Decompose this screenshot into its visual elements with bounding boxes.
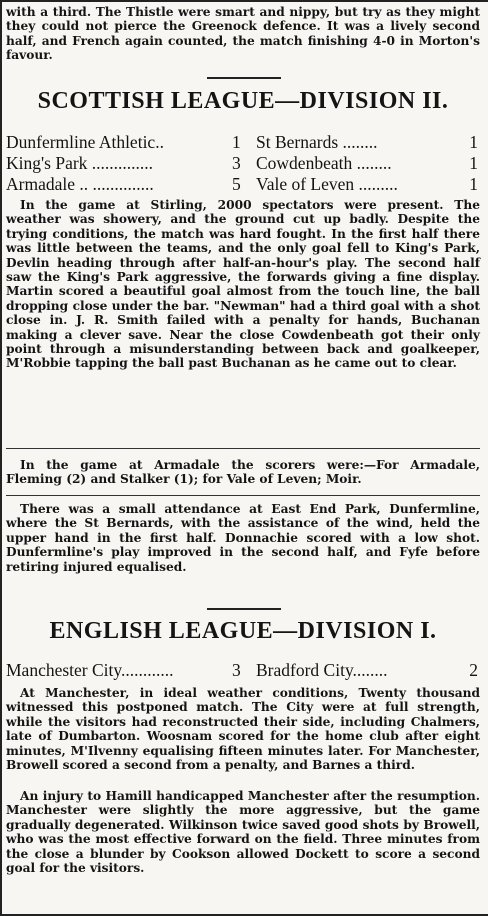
frame-top-border (0, 0, 488, 2)
away-team: Vale of Leven ......... (256, 174, 398, 194)
away-score: 2 (469, 660, 478, 680)
home-score: 3 (232, 660, 241, 680)
division1-heading: ENGLISH LEAGUE—DIVISION I. (49, 618, 437, 644)
section-divider (207, 608, 281, 610)
manchester-report-part2: An injury to Hamill handicapped Manchester after the resumption. Manchester were slightly the more aggressive, but the game gradually degenerated. Wilkinson twice saved good shots by Browell, who was the most effective forward on the field. Three minutes from the close a blunder by Cookson allowed Dockett to score a second goal for the visitors. (6, 789, 480, 876)
result-row (6, 131, 480, 153)
away-team: St Bernards ........ (256, 132, 378, 152)
opening-paragraph: with a third. The Thistle were smart and nippy, but try as they might they could not pierce the Greenock defence. It was a lively second half, and French again counted, the match finishing 4-0 in Morton's favour. (6, 5, 480, 63)
armadale-report: In the game at Armadale the scorers were:—For Armadale, Fleming (2) and Stalker (1); for Vale of Leven; Moir. (6, 458, 480, 487)
column-rule (6, 495, 480, 496)
away-score: 1 (469, 174, 478, 194)
away-team: Cowdenbeath ........ (256, 153, 392, 173)
column-rule (6, 448, 480, 449)
away-score: 1 (469, 132, 478, 152)
result-row (6, 659, 480, 681)
stirling-report: In the game at Stirling, 2000 spectators were present. The weather was showery, and the ground cut up badly. Despite the trying conditions, the match was hard fought. In the first half there was little between the teams, and the only goal fell to King's Park, Devlin heading through after half-an-hour's play. The second half saw the King's Park aggressive, the forwards giving a fine display. Martin scored a beautiful goal almost from the touch line, the ball dropping close under the bar. "Newman" had a third goal with a shot close in. J. R. Smith failed with a penalty for hands, Buchanan making a clever save. Near the close Cowdenbeath got their only point through a misunderstanding between back and goalkeeper, M'Robbie tapping the ball past Buchanan as he came out to clear. (6, 198, 480, 371)
home-team: Manchester City............ (6, 660, 174, 680)
manchester-report-part1: At Manchester, in ideal weather conditions, Twenty thousand witnessed this postponed match. The City were at full strength, while the visitors had reconstructed their side, including Chalmers, late of Dumbarton. Woosnam scored for the home club after eight minutes, M'Ilvenny equalising fifteen minutes later. For Manchester, Browell scored a second from a penalty, and Barnes a third. (6, 686, 480, 773)
away-team: Bradford City........ (256, 660, 388, 680)
section-divider (207, 77, 281, 79)
home-score: 3 (232, 153, 241, 173)
frame-left-border (0, 0, 2, 916)
home-score: 1 (232, 132, 241, 152)
home-team: Armadale .. .............. (6, 174, 154, 194)
result-row (6, 152, 480, 174)
home-score: 5 (232, 174, 241, 194)
home-team: King's Park .............. (6, 153, 154, 173)
away-score: 1 (469, 153, 478, 173)
dunfermline-report: There was a small attendance at East End Park, Dunfermline, where the St Bernards, with the assistance of the wind, held the upper hand in the first half. Donnachie scored with a low shot. Dunfermline's play improved in the second half, and Fyfe before retiring injured equalised. (6, 502, 480, 574)
division2-heading: SCOTTISH LEAGUE—DIVISION II. (37, 88, 449, 114)
home-team: Dunfermline Athletic.. (6, 132, 164, 152)
result-row (6, 173, 480, 195)
